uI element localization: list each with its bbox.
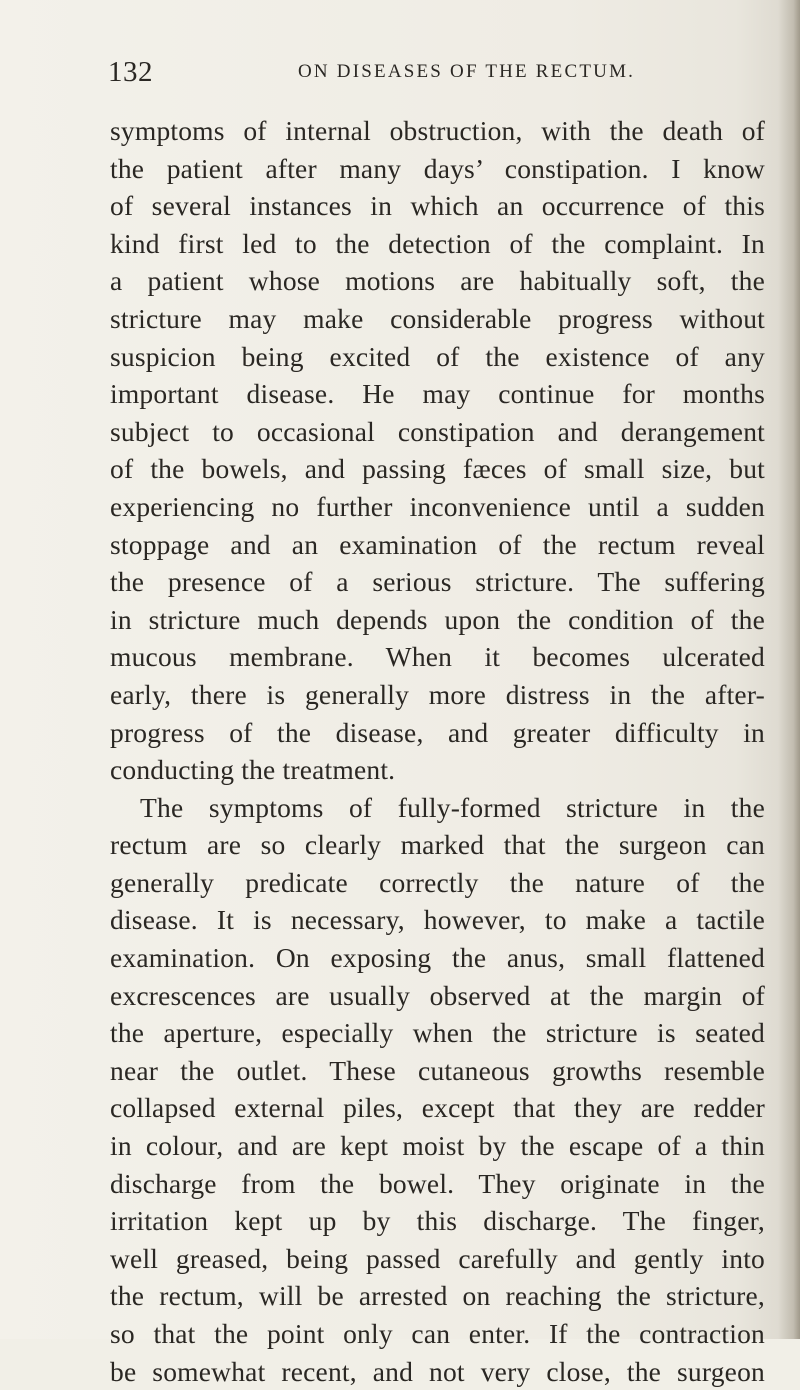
text-line: be somewhat recent, and not very close, the surgeon xyxy=(110,1355,765,1387)
text-line: kind first led to the detection of the complaint. In xyxy=(110,227,765,259)
text-line: important disease. He may continue for months xyxy=(110,378,765,410)
text-line: early, there is generally more distress in the after- xyxy=(110,678,765,710)
running-head xyxy=(108,56,748,92)
body-text xyxy=(110,112,765,1390)
text-line: mucous membrane. When it becomes ulcerated xyxy=(110,641,765,673)
text-line: stoppage and an examination of the rectum reveal xyxy=(110,528,765,560)
text-line: the rectum, will be arrested on reaching the stricture, xyxy=(110,1280,765,1312)
text-line: so that the point only can enter. If the contraction xyxy=(110,1318,765,1349)
text-line: in stricture much depends upon the condition of the xyxy=(110,603,765,635)
paragraph-start-line: The symptoms of fully-formed stricture in the xyxy=(140,791,765,823)
text-line: subject to occasional constipation and derangement xyxy=(110,415,765,447)
text-line: the aperture, especially when the stricture is seated xyxy=(110,1017,765,1049)
text-line: irritation kept up by this discharge. The finger, xyxy=(110,1205,765,1237)
page-number: 132 xyxy=(108,56,153,88)
text-line: in colour, and are kept moist by the escape of a thin xyxy=(110,1130,765,1162)
text-line: disease. It is necessary, however, to make a tactile xyxy=(110,904,765,936)
text-line: symptoms of internal obstruction, with the death of xyxy=(110,115,765,146)
page-edge-shadow xyxy=(778,0,800,1339)
text-line: generally predicate correctly the nature of the xyxy=(110,866,765,898)
text-line: progress of the disease, and greater difficulty in xyxy=(110,716,765,748)
text-line: the patient after many days’ constipation. I know xyxy=(110,152,765,184)
text-line: the presence of a serious stricture. The suffering xyxy=(110,566,765,598)
text-line: collapsed external piles, except that they are redder xyxy=(110,1092,765,1124)
text-line: of several instances in which an occurrence of this xyxy=(110,190,765,222)
text-line: near the outlet. These cutaneous growths resemble xyxy=(110,1054,765,1086)
text-line: discharge from the bowel. They originate in the xyxy=(110,1167,765,1199)
running-title: ON DISEASES OF THE RECTUM. xyxy=(298,61,636,82)
text-line: excrescences are usually observed at the margin of xyxy=(110,979,765,1011)
text-line: examination. On exposing the anus, small flattened xyxy=(110,942,765,974)
text-line: well greased, being passed carefully and gently into xyxy=(110,1242,765,1274)
text-line: experiencing no further inconvenience until a sudden xyxy=(110,490,765,522)
text-line: suspicion being excited of the existence of any xyxy=(110,340,765,372)
text-line: of the bowels, and passing fæces of small size, but xyxy=(110,453,765,485)
text-line: a patient whose motions are habitually soft, the xyxy=(110,265,765,297)
paragraph-end-line: conducting the treatment. xyxy=(110,754,396,786)
text-line: rectum are so clearly marked that the surgeon can xyxy=(110,829,765,861)
text-line: stricture may make considerable progress without xyxy=(110,302,765,334)
